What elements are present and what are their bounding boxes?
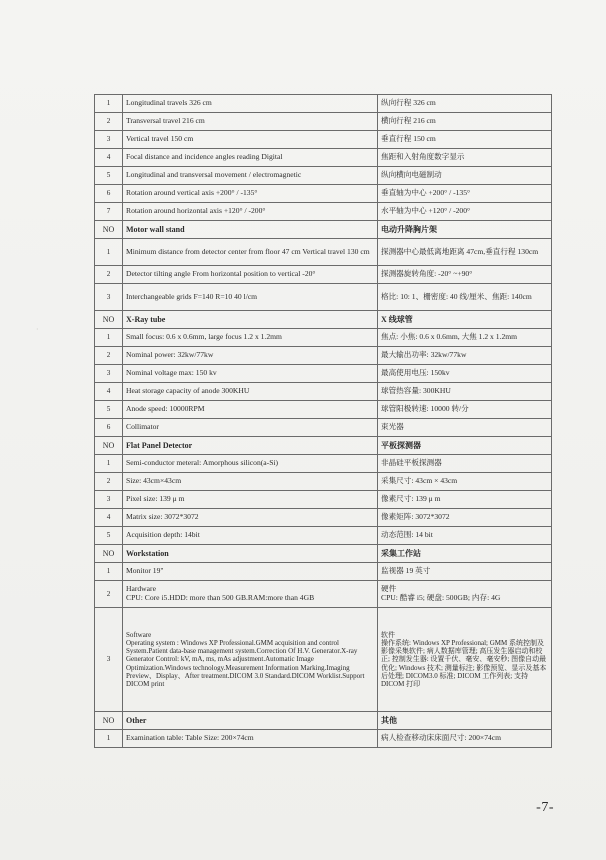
row-number: 7 [95, 203, 123, 221]
table-row [95, 419, 552, 437]
row-number: 6 [95, 419, 123, 437]
row-number: NO [95, 437, 123, 455]
table-row [95, 149, 552, 167]
section-header-row [95, 311, 552, 329]
section-header-row [95, 712, 552, 730]
english-spec: Pixel size: 139 μ m [123, 491, 378, 509]
chinese-spec: 像素尺寸: 139 μ m [378, 491, 552, 509]
table-row [95, 383, 552, 401]
table-row [95, 608, 552, 712]
english-spec: Flat Panel Detector [123, 437, 378, 455]
table-row [95, 284, 552, 311]
chinese-spec: 垂直行程 150 cm [378, 131, 552, 149]
table-row [95, 581, 552, 608]
chinese-spec: 像素矩阵: 3072*3072 [378, 509, 552, 527]
english-spec: Nominal power: 32kw/77kw [123, 347, 378, 365]
english-spec: Detector tilting angle From horizontal position to vertical -20° [123, 266, 378, 284]
row-number: 4 [95, 383, 123, 401]
chinese-spec: 动态范围: 14 bit [378, 527, 552, 545]
row-number: 2 [95, 347, 123, 365]
english-spec: Rotation around vertical axis +200° / -135° [123, 185, 378, 203]
table-row [95, 113, 552, 131]
section-header-row [95, 545, 552, 563]
row-number: 5 [95, 401, 123, 419]
chinese-spec: 监视器 19 英寸 [378, 563, 552, 581]
english-spec: Monitor 19" [123, 563, 378, 581]
chinese-spec: 焦点: 小焦: 0.6 x 0.6mm, 大焦 1.2 x 1.2mm [378, 329, 552, 347]
english-spec: Vertical travel 150 cm [123, 131, 378, 149]
english-spec: Acquisition depth: 14bit [123, 527, 378, 545]
row-number: 2 [95, 473, 123, 491]
english-spec: Heat storage capacity of anode 300KHU [123, 383, 378, 401]
english-spec: Transversal travel 216 cm [123, 113, 378, 131]
chinese-spec: 采集尺寸: 43cm × 43cm [378, 473, 552, 491]
row-number: 5 [95, 167, 123, 185]
english-spec: Longitudinal travels 326 cm [123, 95, 378, 113]
english-spec: Minimum distance from detector center from floor 47 cm Vertical travel 130 cm [123, 239, 378, 266]
table-row [95, 563, 552, 581]
row-number: NO [95, 311, 123, 329]
row-number: NO [95, 712, 123, 730]
english-spec: Rotation around horizontal axis +120° / -200° [123, 203, 378, 221]
table-row [95, 131, 552, 149]
table-row [95, 491, 552, 509]
chinese-spec: 最高使用电压: 150kv [378, 365, 552, 383]
table-row [95, 329, 552, 347]
section-header-row [95, 437, 552, 455]
table-row [95, 509, 552, 527]
chinese-spec: 平板探测器 [378, 437, 552, 455]
row-number: 1 [95, 563, 123, 581]
chinese-spec: 横向行程 216 cm [378, 113, 552, 131]
chinese-spec: 软件 操作系统: Windows XP Professional; GMM 系统控制及影像采集软件; 病人数据库管理; 高压发生器启动和校正; 控制发生器: 设置千伏、毫安、毫安秒; 图像自动最优化; Windows 技术; 测量标注; 影像预览、显示及基本后处理; DICOM3.0 标准; DICOM 工作列表; 支持 DICOM 打印 [378, 608, 552, 712]
chinese-spec: 其他 [378, 712, 552, 730]
chinese-spec: 采集工作站 [378, 545, 552, 563]
row-number: 5 [95, 527, 123, 545]
english-spec: Workstation [123, 545, 378, 563]
table-row [95, 401, 552, 419]
chinese-spec: 球管阳极转速: 10000 转/分 [378, 401, 552, 419]
section-header-row [95, 221, 552, 239]
table-row [95, 730, 552, 748]
english-spec: Software Operating system : Windows XP Professional.GMM acquisition and control System.Patient data-base management system.Correction Of H.V. Generator.X-ray Generator Control: kV, mA, ms, mAs adjustment.Automatic Image Optimization.Windows technology.Measurement Information Marking.Imaging Preview、Display、After treatment.DICOM 3.0 Standard.DICOM Worklist.Support DICOM print [123, 608, 378, 712]
page-number: -7- [536, 800, 554, 815]
table-row [95, 347, 552, 365]
scan-mark: · [36, 325, 39, 334]
row-number: 2 [95, 266, 123, 284]
row-number: 3 [95, 491, 123, 509]
chinese-spec: 电动升降胸片架 [378, 221, 552, 239]
english-spec: Small focus: 0.6 x 0.6mm, large focus 1.2 x 1.2mm [123, 329, 378, 347]
table-row [95, 167, 552, 185]
row-number: 4 [95, 149, 123, 167]
table-row [95, 95, 552, 113]
chinese-spec: 焦距和入射角度数字显示 [378, 149, 552, 167]
row-number: NO [95, 545, 123, 563]
row-number: NO [95, 221, 123, 239]
row-number: 3 [95, 284, 123, 311]
row-number: 3 [95, 131, 123, 149]
chinese-spec: 球管热容量: 300KHU [378, 383, 552, 401]
table-row [95, 455, 552, 473]
chinese-spec: 束光器 [378, 419, 552, 437]
english-spec: Matrix size: 3072*3072 [123, 509, 378, 527]
chinese-spec: 纵向横向电磁制动 [378, 167, 552, 185]
chinese-spec: 探测器旋转角度: -20° ~+90° [378, 266, 552, 284]
english-spec: Hardware CPU: Core i5.HDD: more than 500 GB.RAM:more than 4GB [123, 581, 378, 608]
row-number: 2 [95, 113, 123, 131]
chinese-spec: 纵向行程 326 cm [378, 95, 552, 113]
english-spec: Other [123, 712, 378, 730]
row-number: 1 [95, 730, 123, 748]
chinese-spec: 水平轴为中心 +120° / -200° [378, 203, 552, 221]
spec-table [94, 94, 552, 748]
chinese-spec: X 线球管 [378, 311, 552, 329]
english-spec: Motor wall stand [123, 221, 378, 239]
row-number: 3 [95, 365, 123, 383]
row-number: 1 [95, 95, 123, 113]
chinese-spec: 探测器中心最低离地距离 47cm,垂直行程 130cm [378, 239, 552, 266]
chinese-spec: 垂直轴为中心 +200° / -135° [378, 185, 552, 203]
row-number: 1 [95, 455, 123, 473]
english-spec: Nominal voltage max: 150 kv [123, 365, 378, 383]
table-row [95, 473, 552, 491]
english-spec: Size: 43cm×43cm [123, 473, 378, 491]
row-number: 4 [95, 509, 123, 527]
table-row [95, 365, 552, 383]
english-spec: Examination table: Table Size: 200×74cm [123, 730, 378, 748]
english-spec: Interchangeable grids F=140 R=10 40 l/cm [123, 284, 378, 311]
english-spec: Semi-conductor meteral: Amorphous silicon(a-Si) [123, 455, 378, 473]
table-row [95, 527, 552, 545]
english-spec: Collimator [123, 419, 378, 437]
table-row [95, 239, 552, 266]
row-number: 1 [95, 329, 123, 347]
chinese-spec: 格比: 10: 1、栅密度: 40 线/厘米、焦距: 140cm [378, 284, 552, 311]
table-row [95, 266, 552, 284]
english-spec: Longitudinal and transversal movement / electromagnetic [123, 167, 378, 185]
table-row [95, 185, 552, 203]
row-number: 6 [95, 185, 123, 203]
row-number: 2 [95, 581, 123, 608]
chinese-spec: 硬件 CPU: 酷睿 i5; 硬盘: 500GB; 内存: 4G [378, 581, 552, 608]
chinese-spec: 非晶硅平板探测器 [378, 455, 552, 473]
english-spec: Focal distance and incidence angles reading Digital [123, 149, 378, 167]
table-row [95, 203, 552, 221]
chinese-spec: 最大输出功率: 32kw/77kw [378, 347, 552, 365]
english-spec: Anode speed: 10000RPM [123, 401, 378, 419]
spec-table-body [95, 95, 552, 748]
chinese-spec: 病人检查移动床床面尺寸: 200×74cm [378, 730, 552, 748]
row-number: 1 [95, 239, 123, 266]
row-number: 3 [95, 608, 123, 712]
english-spec: X-Ray tube [123, 311, 378, 329]
